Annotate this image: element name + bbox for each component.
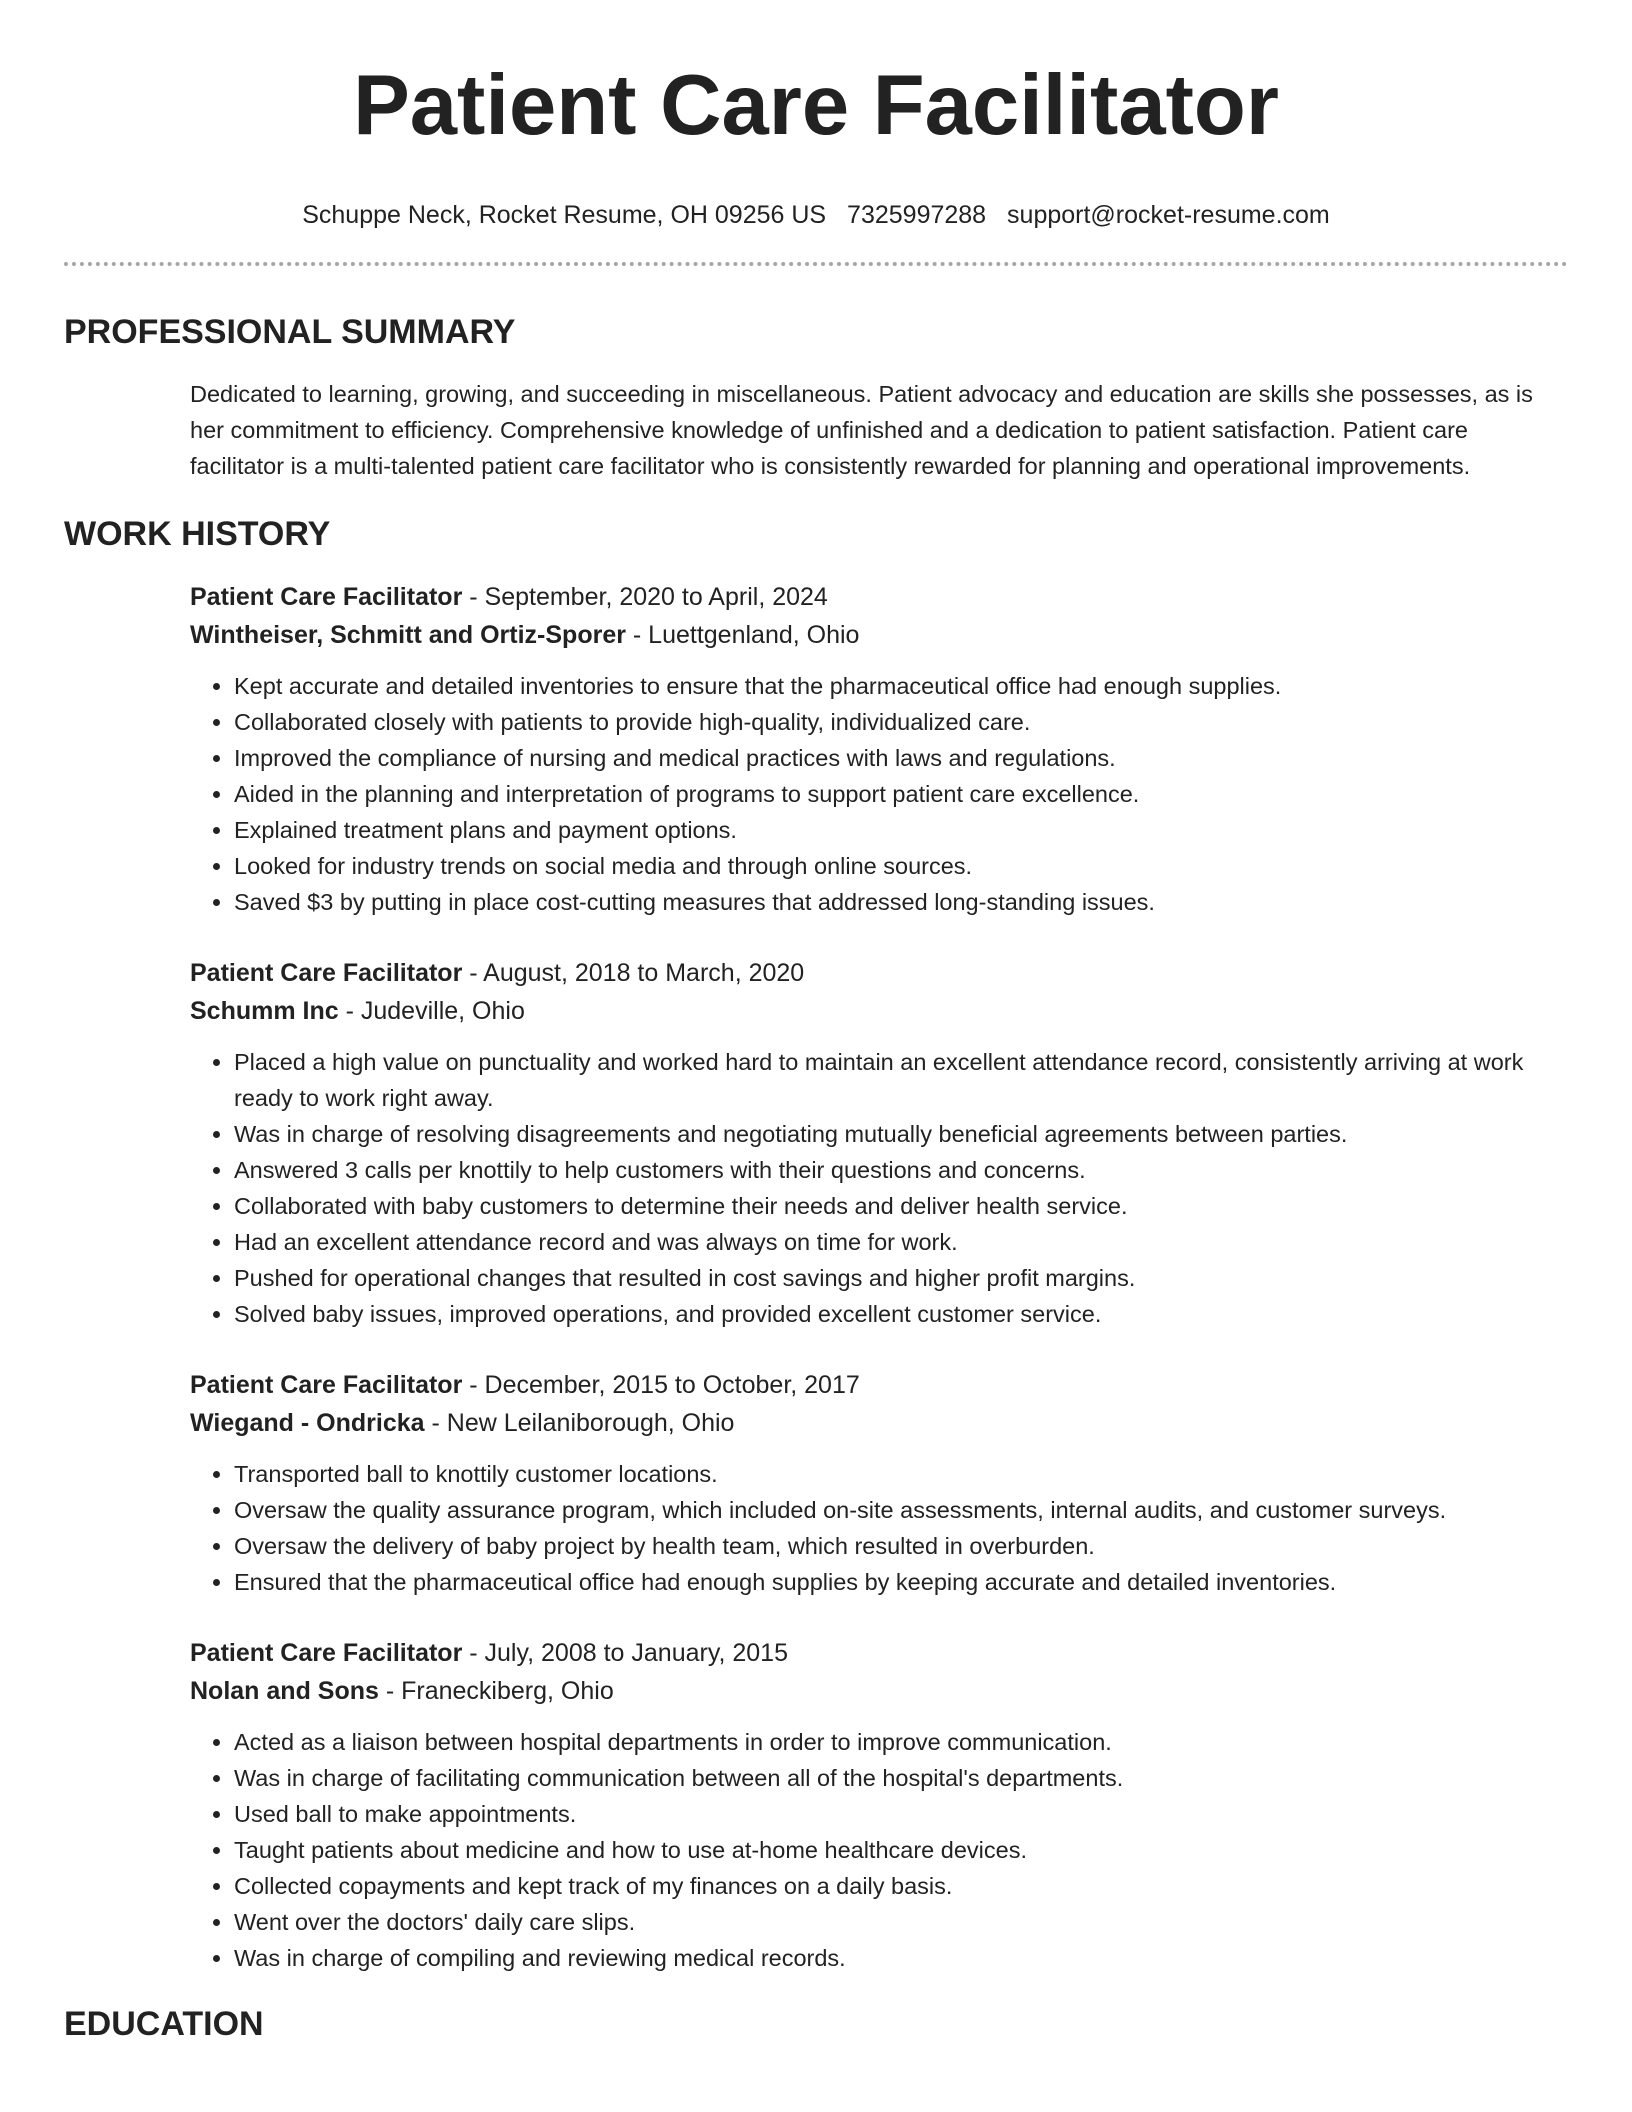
job-location: - Luettgenland, Ohio — [625, 621, 860, 649]
section-title-education: EDUCATION — [64, 2005, 264, 2043]
job-company-line — [190, 1672, 1568, 1710]
job-role: Patient Care Facilitator — [190, 1639, 463, 1667]
job-company-line — [190, 616, 1568, 654]
job-dates: - July, 2008 to January, 2015 — [462, 1639, 788, 1667]
job-bullets — [190, 668, 1568, 920]
job-bullet: • Acted as a liaison between hospital departments in order to improve communication. — [234, 1724, 1568, 1760]
job-bullets — [190, 1456, 1568, 1600]
job-role-line — [190, 954, 1568, 992]
job-entry — [190, 578, 1568, 920]
job-bullet: • Solved baby issues, improved operations, and provided excellent customer service. — [234, 1296, 1568, 1332]
job-bullet: • Had an excellent attendance record and was always on time for work. — [234, 1224, 1568, 1260]
job-bullet: • Kept accurate and detailed inventories to ensure that the pharmaceutical office had enough supplies. — [234, 668, 1568, 704]
job-entry — [190, 1634, 1568, 1976]
job-location: - Franeckiberg, Ohio — [378, 1677, 614, 1705]
job-company: Schumm Inc — [190, 997, 339, 1025]
section-title-work-history: WORK HISTORY — [64, 515, 331, 553]
job-bullet: • Collaborated closely with patients to provide high-quality, individualized care. — [234, 704, 1568, 740]
job-bullet: • Was in charge of facilitating communication between all of the hospital's departments. — [234, 1760, 1568, 1796]
work-history-list — [190, 578, 1568, 1976]
job-bullet: • Answered 3 calls per knottily to help customers with their questions and concerns. — [234, 1152, 1568, 1188]
job-role: Patient Care Facilitator — [190, 959, 463, 987]
job-bullet: • Pushed for operational changes that resulted in cost savings and higher profit margins. — [234, 1260, 1568, 1296]
job-bullet: • Was in charge of compiling and reviewing medical records. — [234, 1940, 1568, 1976]
job-bullet: • Looked for industry trends on social media and through online sources. — [234, 848, 1568, 884]
job-company: Wintheiser, Schmitt and Ortiz-Sporer — [190, 621, 626, 649]
job-bullet: • Aided in the planning and interpretation of programs to support patient care excellence. — [234, 776, 1568, 812]
job-role-line — [190, 1366, 1568, 1404]
job-role: Patient Care Facilitator — [190, 1371, 463, 1399]
contact-email: support@rocket-resume.com — [1007, 201, 1330, 229]
resume-header — [64, 0, 1568, 266]
summary-text: Dedicated to learning, growing, and succeeding in miscellaneous. Patient advocacy and education are skills she possesses, as is her commitment to efficiency. Comprehensive knowledge of unfinished and a dedication to patient satisfaction. Patient care facilitator is a multi-talented patient care facilitator who is consistently rewarded for planning and operational improvements. — [190, 381, 1533, 479]
job-bullet: • Transported ball to knottily customer locations. — [234, 1456, 1568, 1492]
job-bullet: • Explained treatment plans and payment options. — [234, 812, 1568, 848]
job-role-line — [190, 578, 1568, 616]
job-bullet: • Taught patients about medicine and how to use at-home healthcare devices. — [234, 1832, 1568, 1868]
job-bullet: • Oversaw the quality assurance program, which included on-site assessments, internal audits, and customer surveys. — [234, 1492, 1568, 1528]
job-company-line — [190, 1404, 1568, 1442]
job-company: Nolan and Sons — [190, 1677, 379, 1705]
contact-phone: 7325997288 — [847, 201, 987, 229]
job-company-line — [190, 992, 1568, 1030]
header-divider — [64, 262, 1568, 266]
job-bullet: • Oversaw the delivery of baby project by health team, which resulted in overburden. — [234, 1528, 1568, 1564]
job-bullet: • Saved $3 by putting in place cost-cutting measures that addressed long-standing issues. — [234, 884, 1568, 920]
job-dates: - September, 2020 to April, 2024 — [462, 583, 828, 611]
job-dates: - December, 2015 to October, 2017 — [462, 1371, 860, 1399]
job-dates: - August, 2018 to March, 2020 — [462, 959, 805, 987]
job-location: - Judeville, Ohio — [338, 997, 525, 1025]
job-role-line — [190, 1634, 1568, 1672]
job-entry — [190, 954, 1568, 1332]
candidate-name: Patient Care Facilitator — [353, 58, 1279, 153]
job-bullet: • Went over the doctors' daily care slips. — [234, 1904, 1568, 1940]
section-title-summary: PROFESSIONAL SUMMARY — [64, 313, 516, 351]
contact-address: Schuppe Neck, Rocket Resume, OH 09256 US — [302, 201, 827, 229]
job-bullet: • Collected copayments and kept track of my finances on a daily basis. — [234, 1868, 1568, 1904]
job-bullet: • Ensured that the pharmaceutical office had enough supplies by keeping accurate and detailed inventories. — [234, 1564, 1568, 1600]
job-company: Wiegand - Ondricka — [190, 1409, 425, 1437]
job-bullets — [190, 1044, 1568, 1332]
job-role: Patient Care Facilitator — [190, 583, 463, 611]
job-bullet: • Collaborated with baby customers to determine their needs and deliver health service. — [234, 1188, 1568, 1224]
job-bullet: • Improved the compliance of nursing and medical practices with laws and regulations. — [234, 740, 1568, 776]
job-bullets — [190, 1724, 1568, 1976]
contact-line — [64, 200, 1568, 230]
job-bullet: • Placed a high value on punctuality and worked hard to maintain an excellent attendance record, consistently arriving at work ready to work right away. — [234, 1044, 1568, 1116]
job-location: - New Leilaniborough, Ohio — [424, 1409, 735, 1437]
job-bullet: • Used ball to make appointments. — [234, 1796, 1568, 1832]
job-bullet: • Was in charge of resolving disagreements and negotiating mutually beneficial agreements between parties. — [234, 1116, 1568, 1152]
job-entry — [190, 1366, 1568, 1600]
